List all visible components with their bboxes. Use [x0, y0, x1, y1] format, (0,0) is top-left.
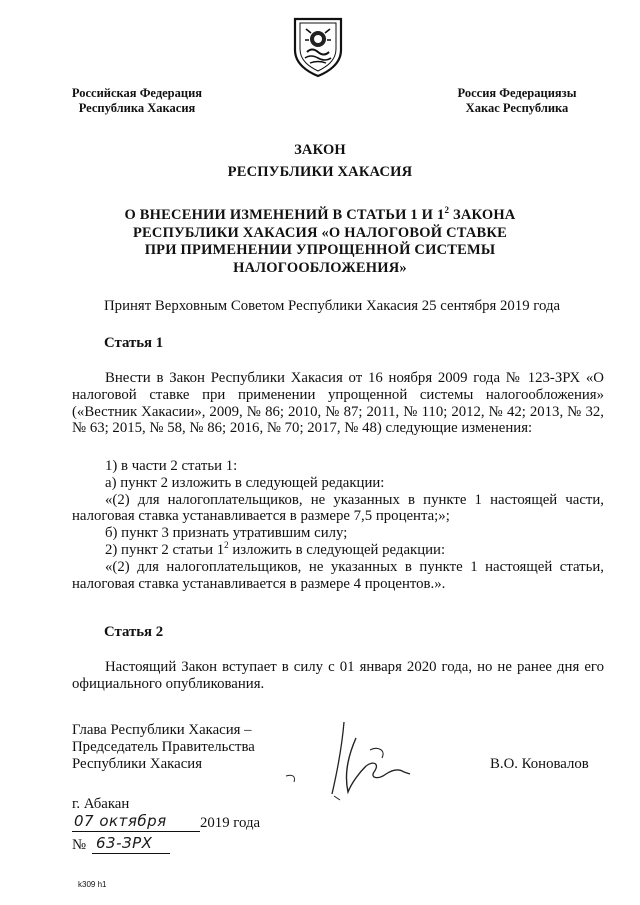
law-subtitle-line1: О ВНЕСЕНИИ ИЗМЕНЕНИЙ В СТАТЬИ 1 И $1^2$ ЗАКОНА	[124, 205, 516, 223]
number-handwritten: 63-ЗРХ	[96, 834, 153, 852]
law-subtitle-line3: ПРИ ПРИМЕНЕНИИ УПРОЩЕННОЙ СИСТЕМЫ	[144, 242, 496, 258]
law-subtitle-line2: РЕСПУБЛИКИ ХАКАСИЯ «О НАЛОГОВОЙ СТАВКЕ	[132, 224, 508, 241]
number-underline	[92, 853, 170, 854]
signatory-position	[72, 722, 312, 772]
date-suffix: 2019 года	[200, 815, 261, 831]
article2-heading: Статья 2	[104, 624, 164, 640]
header-left-country: Российская Федерация	[71, 86, 203, 100]
footer-code: k309 h1	[78, 880, 107, 889]
handwritten-signature	[282, 716, 432, 806]
article1-items	[72, 458, 604, 592]
adopted-statement: Принят Верховным Советом Республики Хакасия 25 сентября 2019 года	[104, 298, 561, 314]
signatory-position-line2: Председатель Правительства	[72, 738, 255, 755]
header-right-republic: Хакас Республика	[465, 101, 569, 115]
article2-paragraph: Настоящий Закон вступает в силу с 01 января 2020 года, но не ранее дня его официального опубликования.	[72, 659, 604, 692]
item-1a: а) пункт 2 изложить в следующей редакции:	[105, 474, 385, 491]
number-line	[72, 834, 272, 858]
law-subtitle-line4: НАЛОГООБЛОЖЕНИЯ»	[233, 259, 407, 276]
law-title	[100, 141, 540, 181]
article1-heading: Статья 1	[104, 335, 164, 351]
item-1: 1) в части 2 статьи 1:	[105, 458, 238, 474]
header-right-country: Россия Федерациязы	[457, 86, 577, 100]
signatory-position-line3: Республики Хакасия	[72, 755, 203, 772]
item-2: 2) пункт 2 статьи $1^2$ изложить в следующей редакции:	[105, 540, 446, 558]
header-left	[62, 86, 212, 116]
city: г. Абакан	[72, 796, 130, 812]
header-left-republic: Республика Хакасия	[78, 101, 196, 115]
signatory-name: В.О. Коновалов	[490, 756, 589, 772]
quote-1: «(2) для налогоплательщиков, не указанных в пункте 1 настоящей части, налоговая ставка устанавливается в размере 7,5 процента;»;	[72, 491, 604, 525]
signatory-position-line1: Глава Республики Хакасия –	[72, 722, 252, 738]
date-line	[72, 812, 332, 836]
emblem-of-khakassia	[292, 16, 344, 78]
item-1b: б) пункт 3 признать утратившим силу;	[105, 525, 348, 542]
law-title-line1: ЗАКОН	[294, 142, 346, 158]
quote-2: «(2) для налогоплательщиков, не указанных в пункте 1 настоящей статьи, налоговая ставка устанавливается в размере 4 процентов.».	[72, 558, 604, 592]
header-right	[442, 86, 592, 116]
law-title-line2: РЕСПУБЛИКИ ХАКАСИЯ	[227, 164, 413, 180]
date-handwritten: 07 октября	[74, 812, 167, 830]
law-subtitle	[90, 207, 550, 277]
article1-paragraph: Внести в Закон Республики Хакасия от 16 ноября 2009 года № 123-ЗРХ «О налоговой ставке при применении упрощенной системы налогообложения» («Вестник Хакасии», 2009, № 86; 2010, № 87; 2011, № 110; 2012, № 42; 2013, № 32, № 63; 2015, № 58, № 86; 2016, № 70; 2017, № 48) следующие изменения:	[72, 370, 604, 437]
date-underline	[72, 831, 200, 832]
number-prefix: №	[72, 837, 87, 853]
